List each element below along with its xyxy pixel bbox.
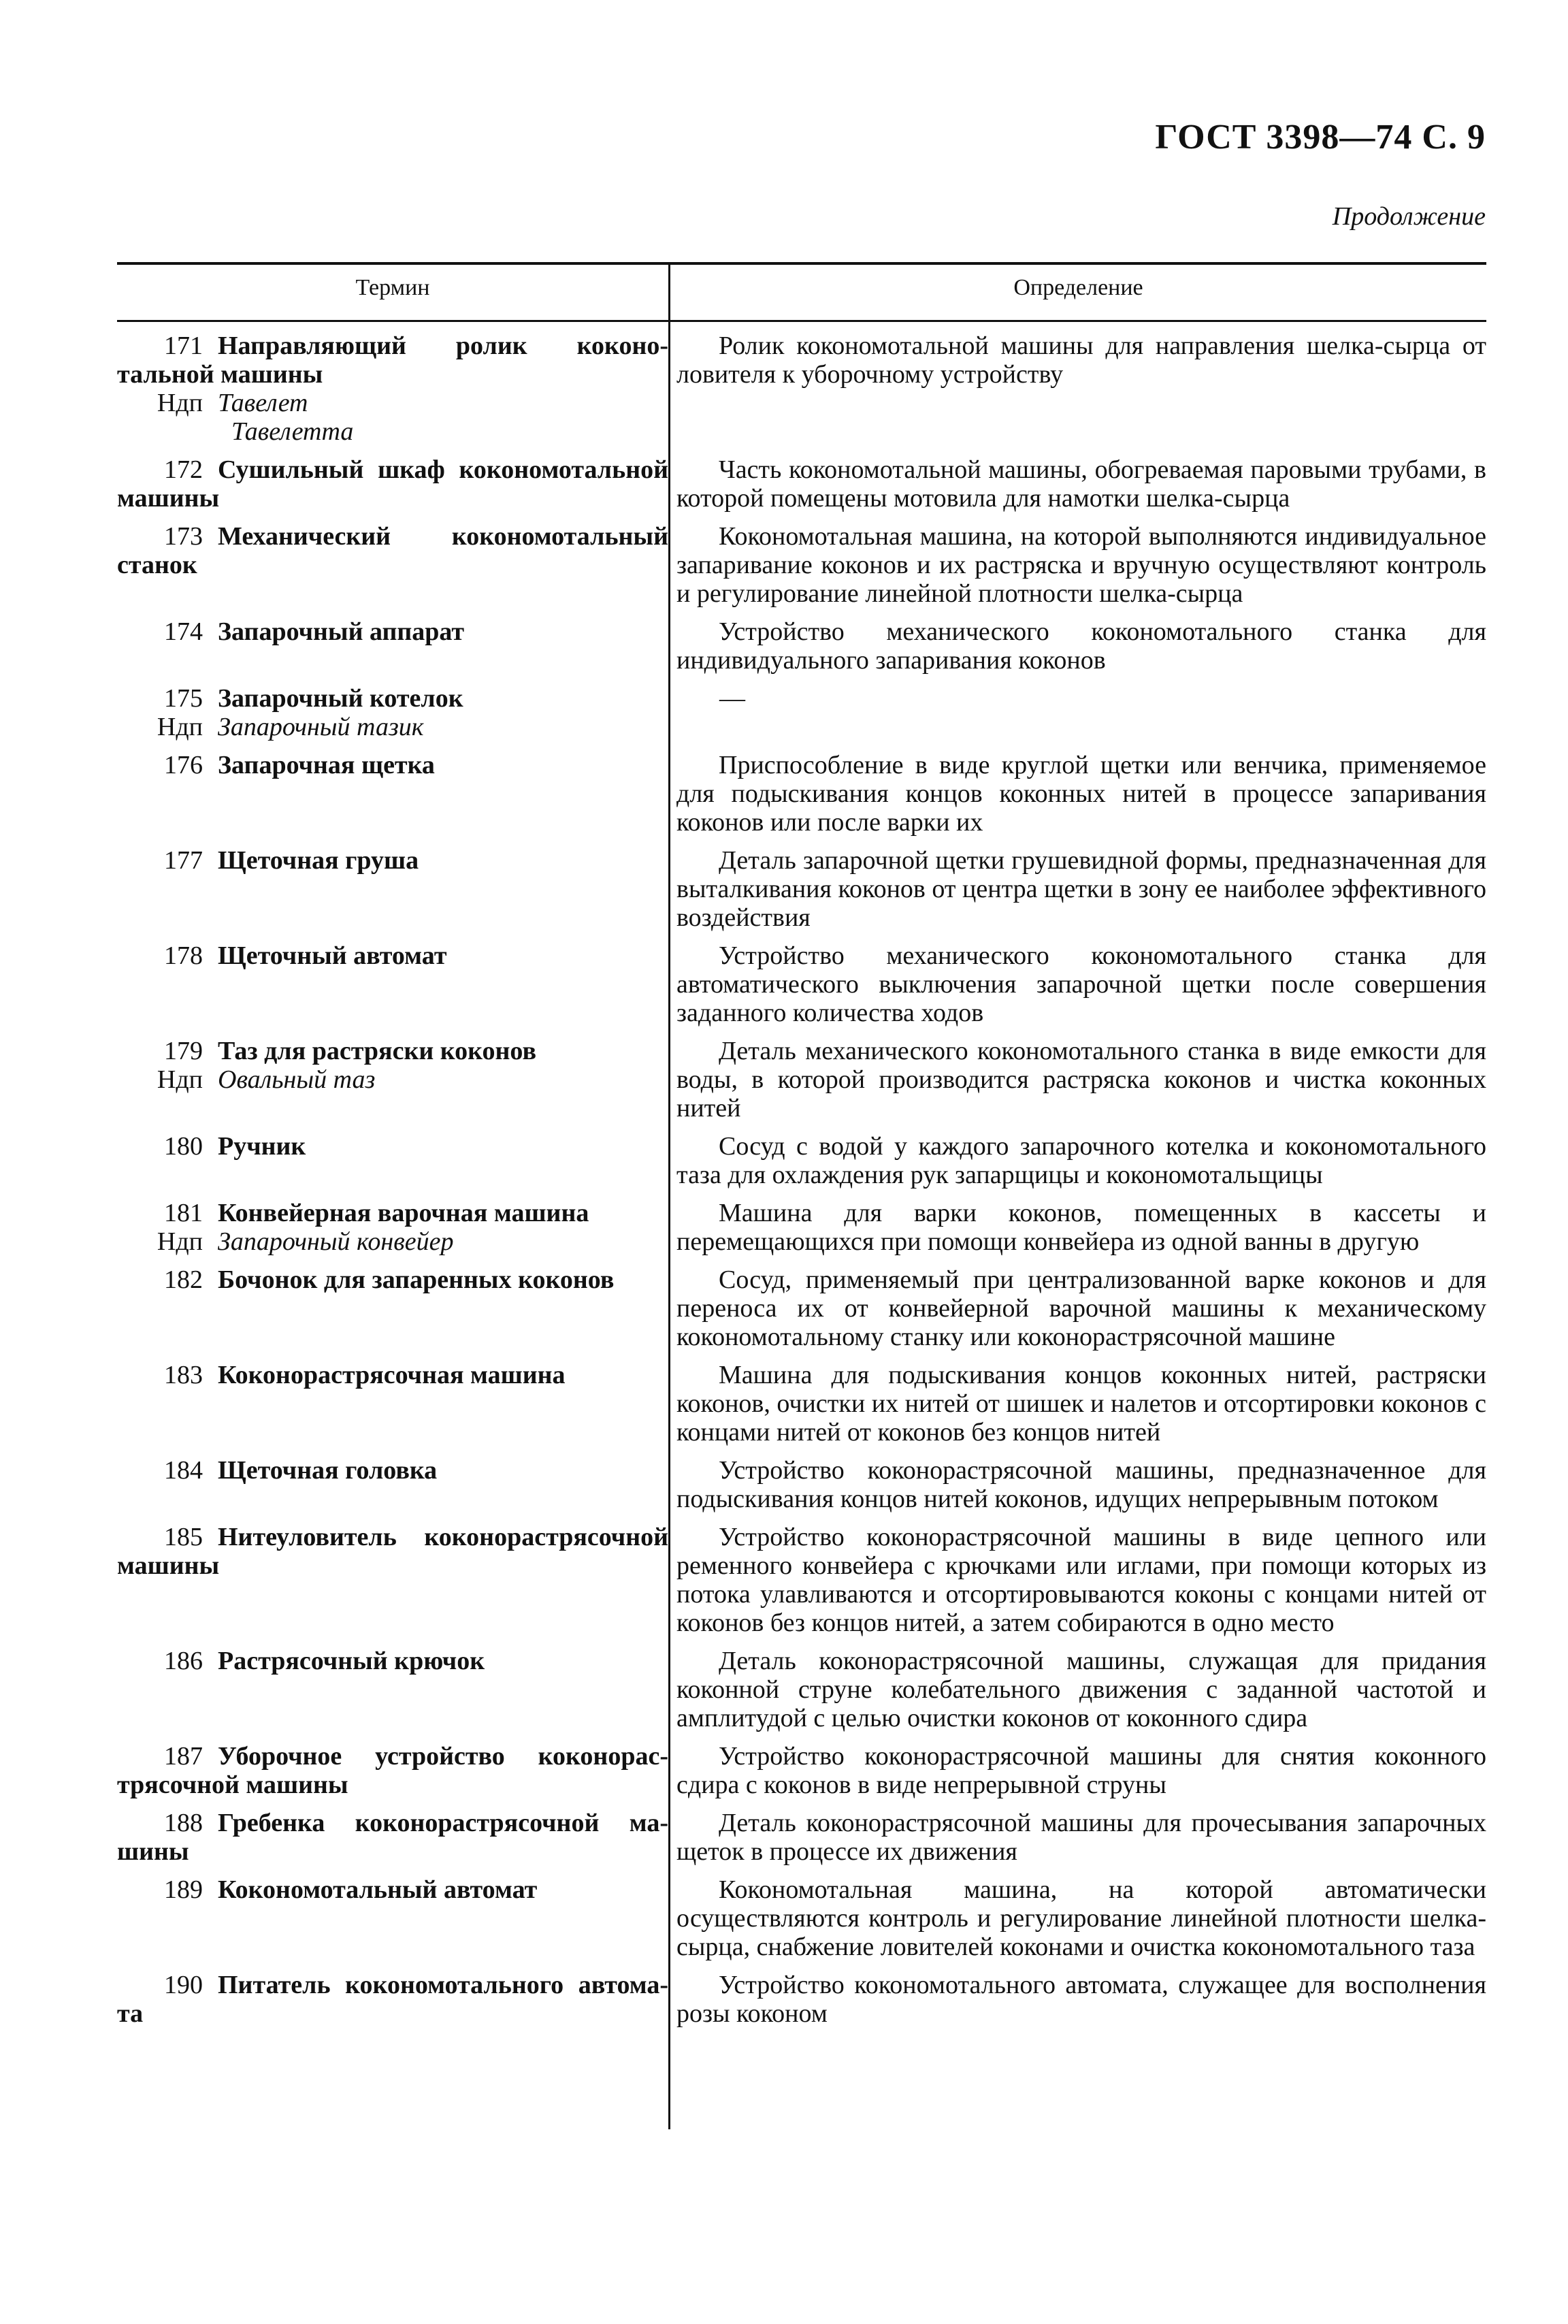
term-line (117, 751, 668, 779)
terms-table-body (117, 327, 1486, 2033)
term-text: Растрясочный крючок (218, 1647, 485, 1675)
term-line (117, 1037, 668, 1065)
table-row (117, 1642, 1486, 1737)
term-line (117, 522, 668, 551)
term-cell (117, 751, 668, 837)
definition-cell: Деталь механического кокономотального станка в виде емкости для воды, в которой производится растряска коконов и чистка коконных нитей (676, 1037, 1486, 1123)
term-number: 188 (164, 1809, 203, 1837)
table-row (117, 841, 1486, 937)
table-row (117, 1871, 1486, 1966)
term-text: Направляющий ролик коконо- (218, 332, 668, 360)
table-row (117, 1032, 1486, 1127)
nonpreferred-term: Овальный таз (218, 1065, 376, 1094)
term-cell (117, 1199, 668, 1256)
nonpreferred-term: Запарочный конвейер (218, 1227, 454, 1256)
column-header-term: Термин (355, 275, 430, 300)
table-row (117, 1451, 1486, 1518)
term-cell (117, 1037, 668, 1123)
term-line (117, 941, 668, 970)
term-number: 180 (164, 1132, 203, 1161)
term-text: Кокономотальный автомат (218, 1875, 538, 1904)
term-synonym: Тавелетта (231, 417, 354, 446)
term-cell (117, 684, 668, 741)
term-number: 182 (164, 1265, 203, 1294)
table-row (117, 1194, 1486, 1261)
term-text-continued: та (117, 1999, 144, 2028)
table-row (117, 1737, 1486, 1804)
term-text: Нитеуловитель коконорастрясочной (218, 1523, 668, 1551)
term-line (117, 1361, 668, 1389)
definition-cell: — (719, 684, 745, 713)
definition-cell: Ролик кокономотальной машины для направления шелка-сырца от ловителя к уборочному устройству (676, 332, 1486, 389)
term-number: 174 (164, 617, 203, 646)
term-cell (117, 332, 668, 446)
table-header-rule (117, 320, 1486, 322)
term-cell (117, 1132, 668, 1189)
nonpreferred-term-line (117, 1065, 668, 1094)
term-text-continued: машины (117, 1551, 220, 1580)
term-line (117, 1265, 668, 1294)
definition-cell: Сосуд с водой у каждого запарочного котелка и кокономотального таза для охлаждения рук запарщицы и кокономотальщицы (676, 1132, 1486, 1189)
term-number: 190 (164, 1971, 203, 1999)
term-text: Коконорастрясочная машина (218, 1361, 566, 1389)
term-line (117, 1875, 668, 1904)
term-cell (117, 1456, 668, 1513)
definition-cell: Устройство коконорастрясочной машины в виде цепного или ременного конвейера с крючками или иглами, при помощи которых из потока улавливаются и отсортировываются коконы с концами нитей от коконов без концов нитей, а затем собираются в одно место (676, 1523, 1486, 1637)
nonpreferred-label: Ндп (157, 713, 203, 741)
term-text: Щеточная груша (218, 846, 419, 875)
nonpreferred-label: Ндп (157, 1227, 203, 1256)
nonpreferred-term-line (117, 389, 668, 417)
term-cell (117, 1971, 668, 2028)
nonpreferred-term: Запарочный тазик (218, 713, 424, 741)
term-text: Питатель кокономотального автома- (218, 1971, 668, 1999)
term-cell (117, 1809, 668, 1866)
term-line (117, 617, 668, 646)
term-line (117, 1132, 668, 1161)
term-cell (117, 1265, 668, 1351)
term-number: 184 (164, 1456, 203, 1485)
nonpreferred-label: Ндп (157, 389, 203, 417)
term-text: Гребенка коконорастрясочной ма- (218, 1809, 668, 1837)
nonpreferred-term: Тавелет (218, 389, 308, 417)
term-text: Щеточный автомат (218, 941, 447, 970)
term-text-continued: тальной машины (117, 360, 323, 389)
term-text: Таз для растряски коконов (218, 1037, 537, 1065)
definition-cell: Машина для подыскивания концов коконных нитей, растряски коконов, очистки их нитей от шишек и налетов и отсортировки коконов с концами нитей от коконов без концов нитей (676, 1361, 1486, 1447)
term-number: 171 (164, 332, 203, 360)
definition-cell: Устройство кокономотального автомата, служащее для восполнения розы коконом (676, 1971, 1486, 2028)
definition-cell: Устройство коконорастрясочной машины для снятия коконного сдира с коконов в виде непрерывной струны (676, 1742, 1486, 1799)
term-number: 179 (164, 1037, 203, 1065)
table-row (117, 1356, 1486, 1451)
table-row (117, 613, 1486, 679)
term-text-continued: машины (117, 484, 220, 513)
column-header-definition: Определение (1013, 275, 1143, 300)
term-cell (117, 522, 668, 608)
term-number: 178 (164, 941, 203, 970)
term-number: 187 (164, 1742, 203, 1771)
term-line (117, 455, 668, 484)
table-top-rule (117, 262, 1486, 265)
term-cell (117, 1361, 668, 1447)
definition-cell: Деталь коконорастрясочной машины для прочесывания запарочных щеток в процессе их движения (676, 1809, 1486, 1866)
term-line (117, 1742, 668, 1771)
term-number: 185 (164, 1523, 203, 1551)
definition-cell: Кокономотальная машина, на которой выполняются индивидуальное запаривание коконов и их растряска и вручную осуществляют контроль и регулирование линейной плотности шелка-сырца (676, 522, 1486, 608)
term-text: Ручник (218, 1132, 306, 1161)
term-number: 172 (164, 455, 203, 484)
term-text: Механический кокономотальный (218, 522, 668, 551)
term-number: 177 (164, 846, 203, 875)
definition-cell: Устройство механического кокономотального станка для индивидуального запаривания коконов (676, 617, 1486, 675)
term-line (117, 1523, 668, 1551)
table-row (117, 327, 1486, 451)
term-text: Бочонок для запаренных коконов (218, 1265, 615, 1294)
term-text: Конвейерная варочная машина (218, 1199, 589, 1227)
term-cell (117, 1647, 668, 1732)
term-number: 176 (164, 751, 203, 779)
table-row (117, 746, 1486, 841)
definition-cell: Часть кокономотальной машины, обогреваемая паровыми трубами, в которой помещены мотовила для намотки шелка-сырца (676, 455, 1486, 513)
term-number: 186 (164, 1647, 203, 1675)
term-cell (117, 1742, 668, 1799)
term-line (117, 684, 668, 713)
term-text: Запарочный котелок (218, 684, 463, 713)
term-line (117, 1456, 668, 1485)
nonpreferred-term-line (117, 1227, 668, 1256)
term-text-continued: станок (117, 551, 197, 579)
table-row (117, 1966, 1486, 2033)
term-text: Уборочное устройство коконорас- (218, 1742, 668, 1771)
table-row (117, 937, 1486, 1032)
nonpreferred-term-line (117, 713, 668, 741)
term-cell (117, 1875, 668, 1961)
definition-cell: Приспособление в виде круглой щетки или венчика, применяемое для подыскивания концов коконных нитей в процессе запаривания коконов или после варки их (676, 751, 1486, 837)
nonpreferred-label: Ндп (157, 1065, 203, 1094)
term-number: 181 (164, 1199, 203, 1227)
definition-cell: Машина для варки коконов, помещенных в кассеты и перемещающихся при помощи конвейера из одной ванны в другую (676, 1199, 1486, 1256)
term-line (117, 1809, 668, 1837)
definition-cell: Деталь запарочной щетки грушевидной формы, предназначенная для выталкивания коконов от центра щетки в зону ее наиболее эффективного воздействия (676, 846, 1486, 932)
continuation-label: Продолжение (1332, 202, 1486, 231)
table-row (117, 1804, 1486, 1871)
table-row (117, 517, 1486, 613)
document-header: ГОСТ 3398—74 С. 9 (1155, 118, 1486, 157)
term-text-continued: трясочной машины (117, 1771, 348, 1799)
definition-cell: Сосуд, применяемый при централизованной варке коконов и для переноса их от конвейерной варочной машины к механическому кокономотальному станку или коконорастрясочной машине (676, 1265, 1486, 1351)
definition-cell: Кокономотальная машина, на которой автоматически осуществляются контроль и регулирование линейной плотности шелка-сырца, снабжение ловителей коконами и очистка кокономотального таза (676, 1875, 1486, 1961)
table-row (117, 451, 1486, 517)
table-row (117, 679, 1486, 746)
term-line (117, 1647, 668, 1675)
term-cell (117, 617, 668, 675)
term-text: Запарочный аппарат (218, 617, 465, 646)
term-cell (117, 941, 668, 1027)
term-line (117, 1971, 668, 1999)
definition-cell: Устройство коконорастрясочной машины, предназначенное для подыскивания концов нитей коконов, идущих непрерывным потоком (676, 1456, 1486, 1513)
definition-cell: Деталь коконорастрясочной машины, служащая для придания коконной струне колебательного движения с заданной частотой и амплитудой с целью очистки коконов от коконного сдира (676, 1647, 1486, 1732)
table-row (117, 1127, 1486, 1194)
term-text: Запарочная щетка (218, 751, 435, 779)
table-row (117, 1261, 1486, 1356)
term-number: 175 (164, 684, 203, 713)
term-number: 173 (164, 522, 203, 551)
term-cell (117, 455, 668, 513)
term-number: 189 (164, 1875, 203, 1904)
term-cell (117, 1523, 668, 1637)
term-line (117, 846, 668, 875)
term-text: Сушильный шкаф кокономотальной (218, 455, 668, 484)
definition-cell: Устройство механического кокономотального станка для автоматического выключения запарочной щетки после совершения заданного количества ходов (676, 941, 1486, 1027)
term-cell (117, 846, 668, 932)
term-number: 183 (164, 1361, 203, 1389)
term-text-continued: шины (117, 1837, 189, 1866)
term-text: Щеточная головка (218, 1456, 438, 1485)
term-line (117, 332, 668, 360)
table-row (117, 1518, 1486, 1642)
term-line (117, 1199, 668, 1227)
